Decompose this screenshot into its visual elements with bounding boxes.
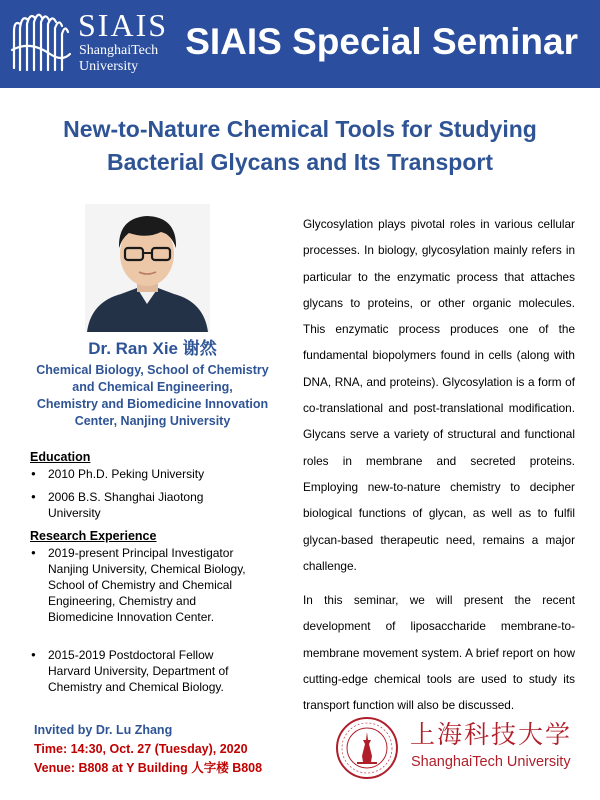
- list-item: [30, 545, 292, 625]
- affiliation-line: Chemistry and Biomedicine Innovation: [36, 397, 269, 411]
- talk-title-line-1: New-to-Nature Chemical Tools for Studying: [63, 116, 537, 142]
- education-list: [30, 466, 292, 528]
- logo-text: SIAIS: [78, 7, 169, 43]
- education-heading: Education: [30, 450, 91, 464]
- speaker-photo: [85, 204, 210, 332]
- university-seal-icon: [335, 716, 399, 780]
- header-banner: [0, 0, 600, 88]
- list-item: [30, 466, 292, 482]
- university-name-english: ShanghaiTech University: [411, 754, 571, 770]
- research-item-line: Engineering, Chemistry and: [48, 594, 197, 608]
- research-list: [30, 545, 292, 702]
- research-item-line: School of Chemistry and Chemical: [48, 578, 233, 592]
- affiliation-line: and Chemical Engineering,: [72, 380, 233, 394]
- list-item: [30, 489, 292, 521]
- speaker-name: Dr. Ran Xie 谢然: [88, 339, 217, 358]
- university-name-chinese: 上海科技大学: [410, 720, 573, 749]
- research-item-line: ● 2019-present Principal Investigator: [48, 546, 234, 560]
- speaker-affiliation: [20, 362, 285, 430]
- logo-subtitle-2: University: [79, 59, 139, 74]
- speaker-portrait-icon: [85, 204, 210, 332]
- education-item-line: University: [48, 506, 101, 520]
- education-item-line: ● 2010 Ph.D. Peking University: [48, 467, 205, 481]
- research-item-line: Nanjing University, Chemical Biology,: [48, 562, 246, 576]
- seminar-title: SIAIS Special Seminar: [185, 21, 578, 62]
- affiliation-line: Center, Nanjing University: [74, 414, 231, 428]
- list-item: [30, 647, 292, 695]
- seminar-venue: Venue: B808 at Y Building 人字楼 B808: [34, 761, 263, 775]
- logo-subtitle: ShanghaiTech: [79, 43, 159, 58]
- research-item-line: ● 2015-2019 Postdoctoral Fellow: [48, 648, 214, 662]
- talk-title: [20, 113, 580, 179]
- abstract: [303, 211, 575, 727]
- research-item-line: Chemistry and Chemical Biology.: [48, 680, 224, 694]
- abstract-paragraph-1: Glycosylation plays pivotal roles in various cellular processes. In biology, glycosylation mainly refers in particular to the enzymatic process that attaches glycans to proteins, or other organic molecules. This enzymatic process produces one of the fundamental biopolymers found in cells (along with DNA, RNA, and proteins). Glycosylation is a form of co-translational and post-translational modification. Glycans serve a variety of structural and functional roles in membrane and secreted proteins. Employing new-to-nature chemistry to decipher biological functions of glycan, as well as to fulfil glycan-based therapeutic need, remains a major challenge.: [303, 217, 575, 573]
- research-heading: Research Experience: [30, 529, 157, 543]
- education-item-line: ● 2006 B.S. Shanghai Jiaotong: [48, 490, 204, 504]
- talk-title-line-2: Bacterial Glycans and Its Transport: [106, 149, 494, 175]
- research-item-line: Harvard University, Department of: [48, 664, 229, 678]
- abstract-paragraph-2: In this seminar, we will present the recent development of liposaccharide membrane-to-membrane movement system. A brief report on how cutting-edge chemical tools are used to study its transport function will also be discussed.: [303, 593, 575, 713]
- host-info: Invited by Dr. Lu Zhang: [34, 723, 173, 737]
- siais-logo-icon: [10, 10, 72, 74]
- seminar-time: Time: 14:30, Oct. 27 (Tuesday), 2020: [34, 742, 248, 756]
- affiliation-line: Chemical Biology, School of Chemistry: [36, 363, 269, 377]
- research-item-line: Biomedicine Innovation Center.: [48, 610, 215, 624]
